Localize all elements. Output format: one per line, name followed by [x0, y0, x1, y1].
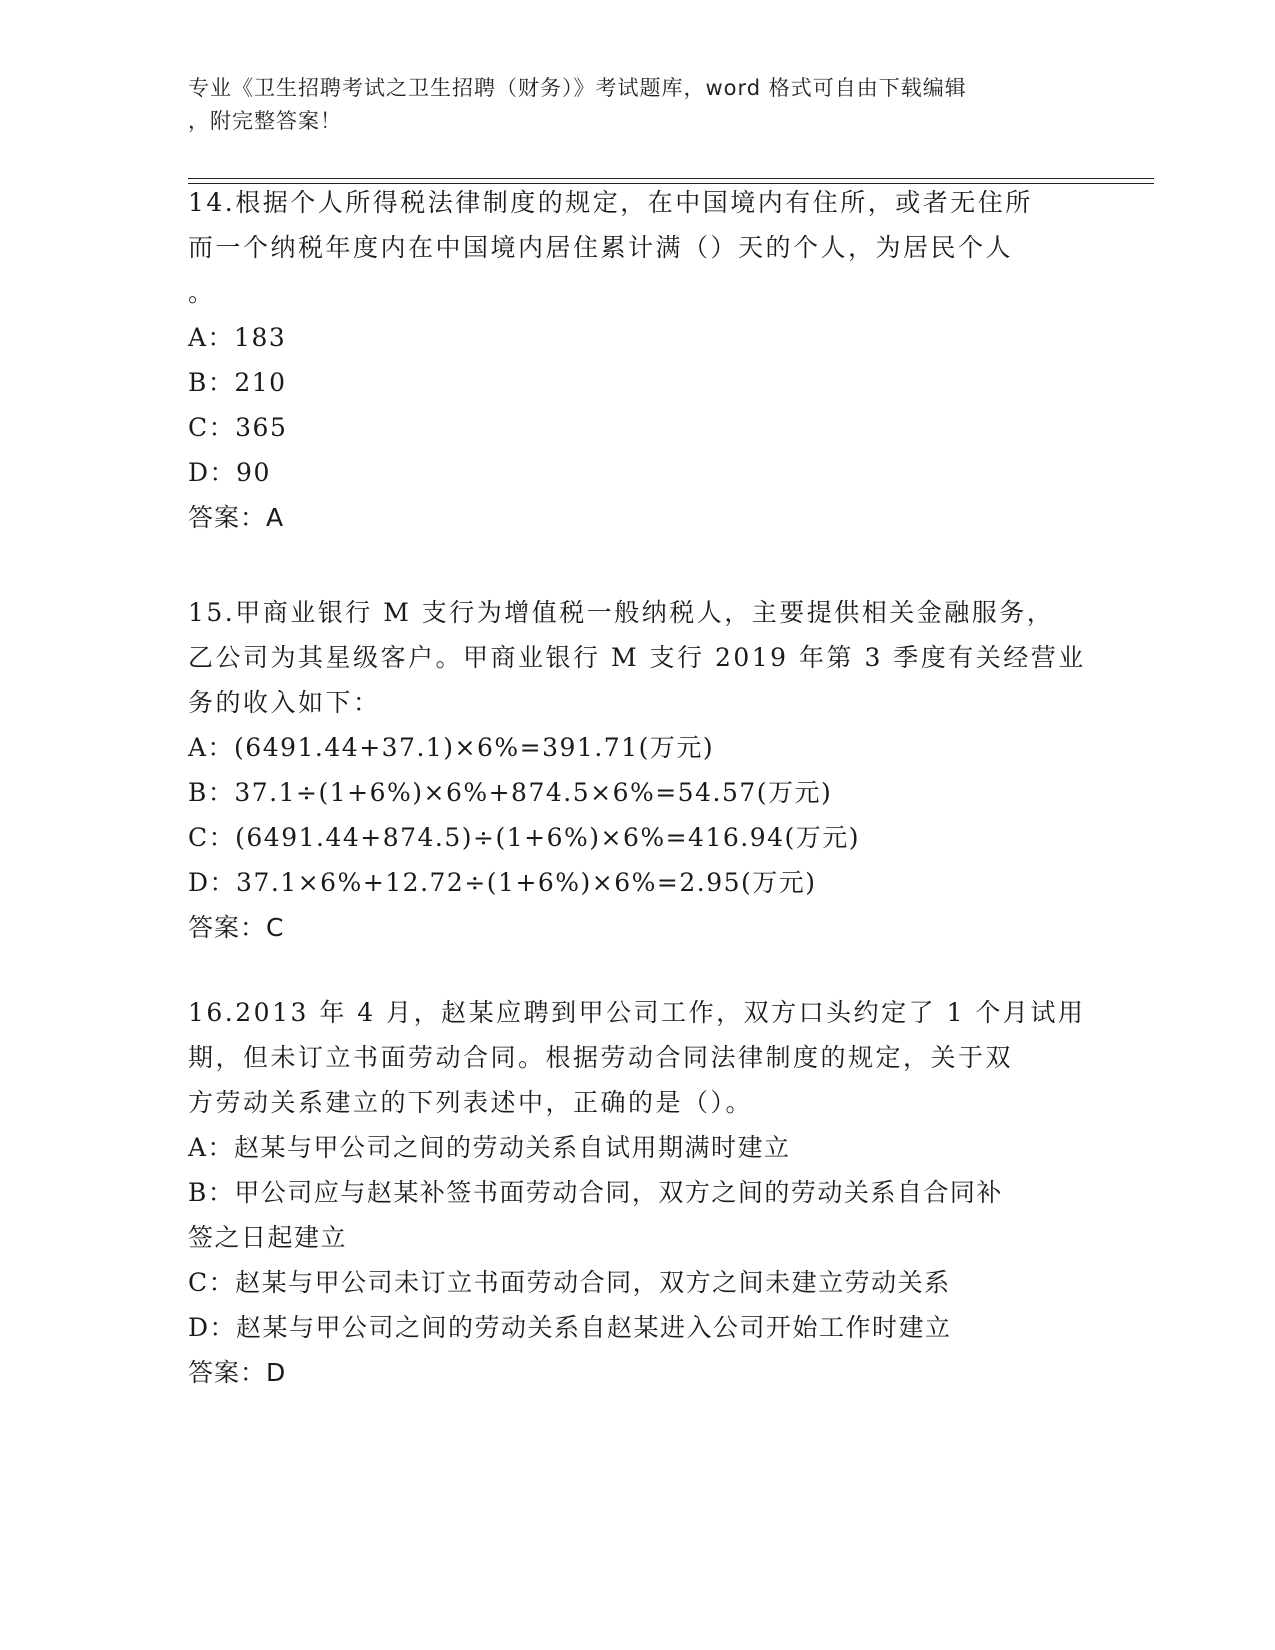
question-stem-line: 务的收入如下：	[188, 688, 381, 717]
option-b: B：甲公司应与赵某补签书面劳动合同，双方之间的劳动关系自合同补	[188, 1178, 1003, 1207]
option-b: B：37.1÷(1+6%)×6%+874.5×6%=54.57(万元)	[188, 778, 833, 807]
option-d: D：90	[188, 458, 271, 487]
question-stem-line: 16.2013 年 4 月，赵某应聘到甲公司工作，双方口头约定了 1 个月试用	[188, 998, 1086, 1027]
option-d: D：赵某与甲公司之间的劳动关系自赵某进入公司开始工作时建立	[188, 1313, 952, 1342]
question-stem-line: 方劳动关系建立的下列表述中，正确的是（）。	[188, 1088, 754, 1117]
question-stem-line: 。	[188, 278, 216, 307]
option-d: D：37.1×6%+12.72÷(1+6%)×6%=2.95(万元)	[188, 868, 817, 897]
header-line-1: 专业《卫生招聘考试之卫生招聘（财务）》考试题库，word 格式可自由下载编辑	[188, 76, 967, 100]
question-15	[188, 590, 1088, 950]
question-stem-line: 14.根据个人所得税法律制度的规定，在中国境内有住所，或者无住所	[188, 188, 1033, 217]
question-stem-line: 而一个纳税年度内在中国境内居住累计满（）天的个人，为居民个人	[188, 233, 1014, 262]
answer: 答案：A	[188, 503, 285, 532]
answer: 答案：D	[188, 1358, 287, 1387]
option-a: A：赵某与甲公司之间的劳动关系自试用期满时建立	[188, 1133, 791, 1162]
option-c: C：(6491.44+874.5)÷(1+6%)×6%=416.94(万元)	[188, 823, 861, 852]
option-c: C：赵某与甲公司未订立书面劳动合同，双方之间未建立劳动关系	[188, 1268, 951, 1297]
option-b-continued: 签之日起建立	[188, 1223, 348, 1252]
question-stem-line: 期，但未订立书面劳动合同。根据劳动合同法律制度的规定，关于双	[188, 1043, 1014, 1072]
option-a: A：(6491.44+37.1)×6%=391.71(万元)	[188, 733, 715, 762]
option-b: B：210	[188, 368, 287, 397]
option-c: C：365	[188, 413, 288, 442]
question-16	[188, 990, 1088, 1395]
option-a: A：183	[188, 323, 287, 352]
question-14	[188, 180, 1088, 540]
header-line-2: ，附完整答案！	[188, 109, 342, 133]
question-stem-line: 乙公司为其星级客户。甲商业银行 M 支行 2019 年第 3 季度有关经营业	[188, 643, 1086, 672]
document-header	[188, 72, 1078, 138]
answer: 答案：C	[188, 913, 285, 942]
question-stem-line: 15.甲商业银行 M 支行为增值税一般纳税人，主要提供相关金融服务，	[188, 598, 1055, 627]
